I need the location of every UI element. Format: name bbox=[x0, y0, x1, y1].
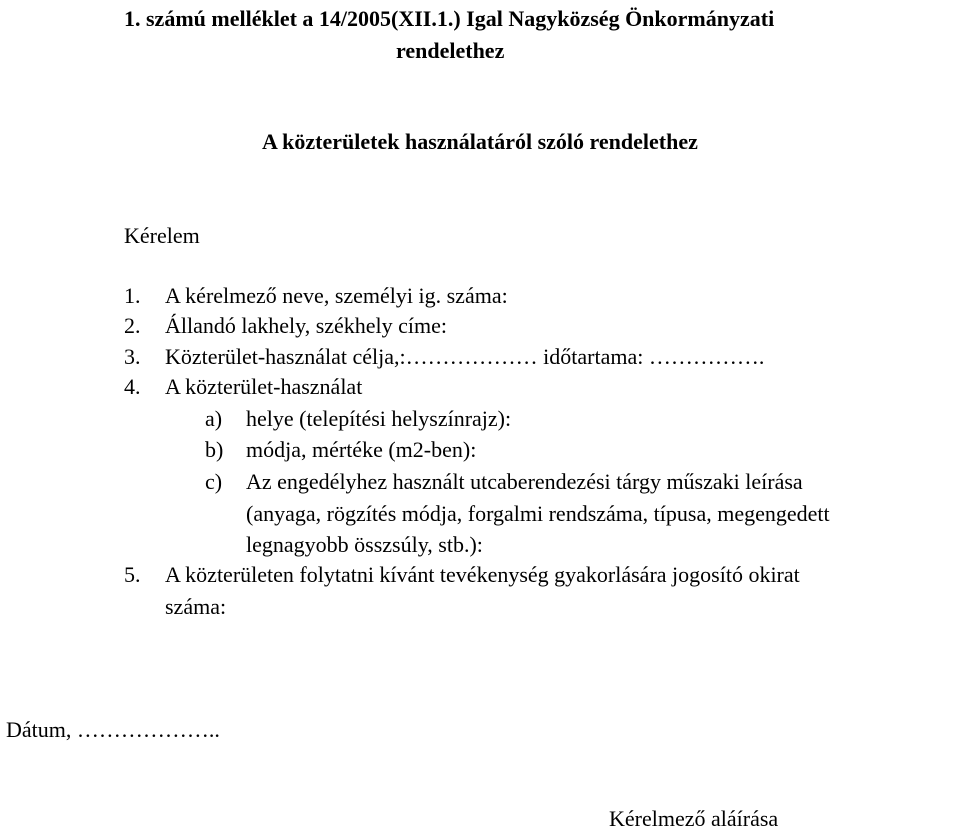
form-item-text: Állandó lakhely, székhely címe: bbox=[165, 313, 448, 338]
form-subitem-a bbox=[205, 406, 511, 432]
document-title-line2: rendelethez bbox=[396, 38, 505, 63]
form-item-number: 5. bbox=[124, 562, 141, 587]
form-item-2 bbox=[124, 313, 447, 339]
applicant-signature-label: Kérelmező aláírása bbox=[609, 806, 779, 831]
form-item-number: 3. bbox=[124, 344, 141, 369]
form-item-1 bbox=[124, 283, 508, 309]
form-subitem-c-line2: (anyaga, rögzítés módja, forgalmi rendszáma, típusa, megengedett bbox=[246, 501, 830, 526]
form-item-text: A közterületen folytatni kívánt tevékenység gyakorlására jogosító okirat bbox=[165, 562, 800, 587]
form-item-text: Közterület-használat célja,:……………… időtartama: ……………. bbox=[165, 344, 765, 369]
date-line: Dátum, ……………….. bbox=[6, 717, 220, 742]
subitem-text: Az engedélyhez használt utcaberendezési tárgy műszaki leírása bbox=[246, 469, 803, 494]
form-item-4 bbox=[124, 374, 362, 400]
form-item-text: A közterület-használat bbox=[165, 374, 363, 399]
document-subtitle: A közterületek használatáról szóló rendelethez bbox=[262, 129, 698, 154]
form-item-3 bbox=[124, 344, 764, 370]
form-heading: Kérelem bbox=[124, 223, 200, 248]
form-item-5 bbox=[124, 562, 800, 588]
form-item-number: 4. bbox=[124, 374, 141, 399]
subitem-letter: b) bbox=[205, 437, 224, 462]
form-subitem-c-line3: legnagyobb összsúly, stb.): bbox=[246, 532, 483, 557]
form-item-5-line2: száma: bbox=[165, 594, 227, 619]
subitem-letter: c) bbox=[205, 469, 223, 494]
form-item-number: 1. bbox=[124, 283, 141, 308]
subitem-text: módja, mértéke (m2-ben): bbox=[246, 437, 477, 462]
subitem-text: helye (telepítési helyszínrajz): bbox=[246, 406, 512, 431]
form-subitem-c bbox=[205, 469, 803, 495]
subitem-letter: a) bbox=[205, 406, 223, 431]
form-item-number: 2. bbox=[124, 313, 141, 338]
document-title-line1: 1. számú melléklet a 14/2005(XII.1.) Igal Nagyközség Önkormányzati bbox=[124, 6, 775, 31]
form-item-text: A kérelmező neve, személyi ig. száma: bbox=[165, 283, 508, 308]
form-subitem-b bbox=[205, 437, 476, 463]
